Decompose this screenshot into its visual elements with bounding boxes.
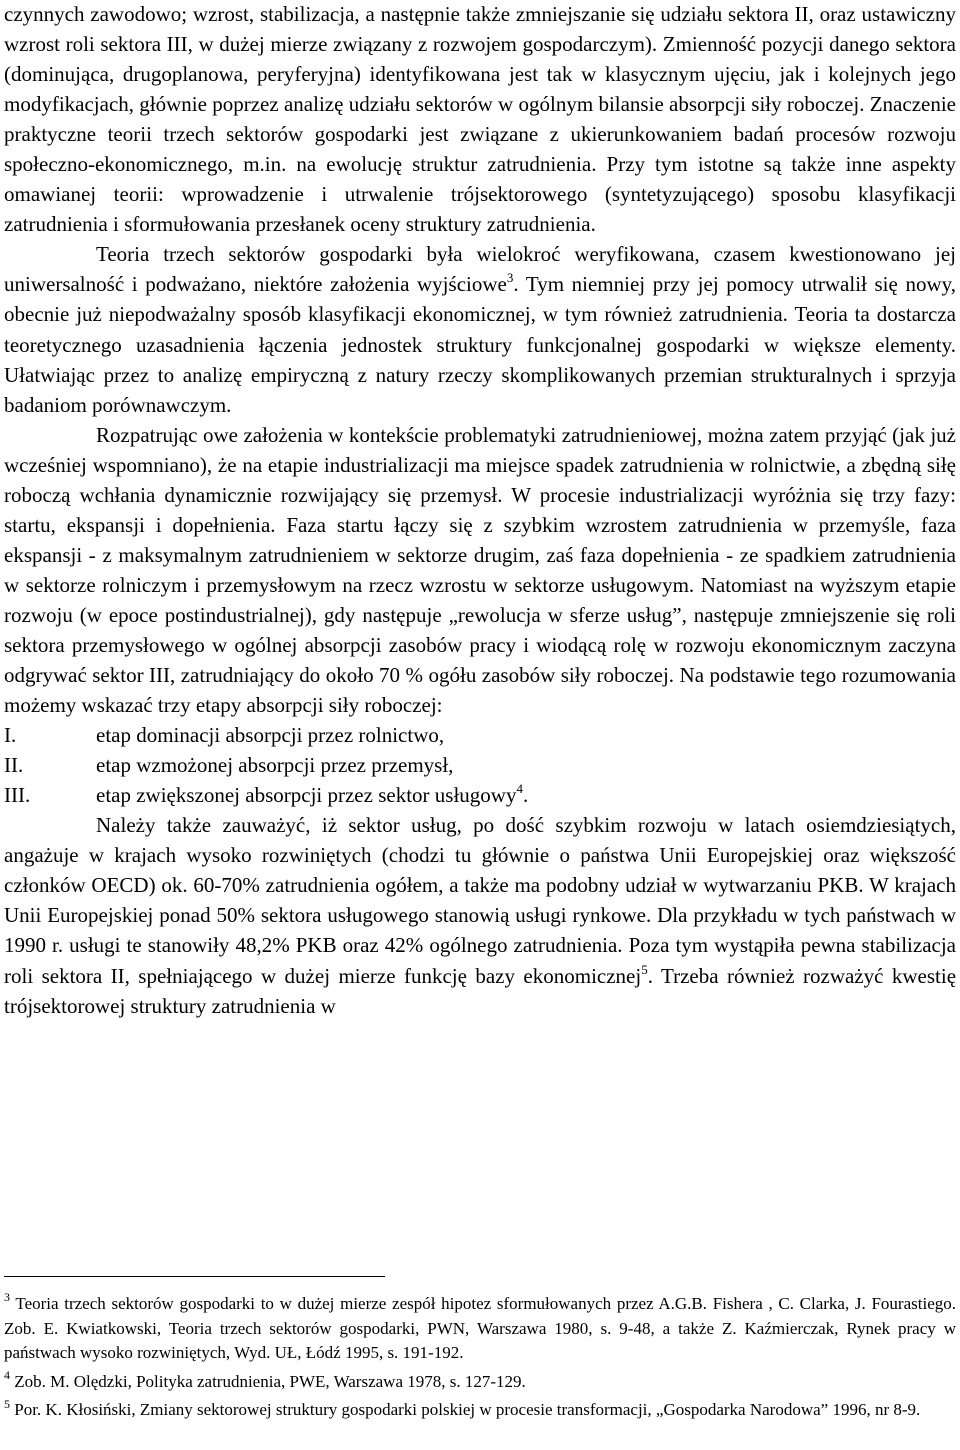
- footnote-mark: 4: [4, 1368, 10, 1383]
- list-item-text: etap dominacji absorpcji przez rolnictwo,: [96, 723, 445, 748]
- paragraph-1: [4, 0, 956, 239]
- footnote-3: [4, 1292, 956, 1366]
- footnote-text: Por. K. Kłosiński, Zmiany sektorowej struktury gospodarki polskiej w procesie transformacji, „Gospodarka Narodowa” 1996, nr 8-9.: [14, 1400, 921, 1420]
- paragraph-text: Należy także zauważyć, iż sektor usług, po dość szybkim rozwoju w latach osiemdziesiątych, angażuje w krajach wysoko rozwiniętych (chodzi tu głównie o państwa Unii Europejskiej oraz większość członków OECD) ok. 60-70% zatrudnienia ogółem, a także ma podobny udział w wytwarzaniu PKB. W krajach Unii Europejskiej ponad 50% sektora usługowego stanowią usługi rynkowe. Dla przykładu w tych państwach w 1990 r. usługi te stanowiły 48,2% PKB oraz 42% ogólnego zatrudnienia. Poza tym wystąpiła pewna stabilizacja roli sektora II, spełniającego w dużej mierze funkcję bazy ekonomicznej: [4, 813, 956, 988]
- paragraph-4: [4, 810, 956, 1020]
- footnote-reference[interactable]: 5: [641, 961, 648, 977]
- paragraph-text: czynnych zawodowo; wzrost, stabilizacja, a następnie także zmniejszanie się udziału sektora II, oraz ustawiczny wzrost roli sektora III, w dużej mierze związany z rozwojem gospodarczym). Zmienność pozycji danego sektora (dominująca, drugoplanowa, peryferyjna) identyfikowana jest tak w klasycznym ujęciu, jak i kolejnych jego modyfikacjach, głównie poprzez analizę udziału sektorów w ogólnym bilansie absorpcji siły roboczej. Znaczenie praktyczne teorii trzech sektorów gospodarki jest związane z ukierunkowaniem badań procesów rozwoju społeczno-ekonomicznego, m.in. na ewolucję struktur zatrudnienia. Przy tym istotne są także inne aspekty omawianej teorii: wprowadzenie i utrwalenie trójsektorowego (syntetyzującego) sposobu klasyfikacji zatrudnienia i sformułowania przesłanek oceny struktury zatrudnienia.: [4, 2, 956, 237]
- list-item-text: etap wzmożonej absorpcji przez przemysł,: [96, 753, 454, 778]
- footnote-text: Zob. M. Olędzki, Polityka zatrudnienia, PWE, Warszawa 1978, s. 127-129.: [14, 1371, 526, 1391]
- footnote-text: Teoria trzech sektorów gospodarki to w dużej mierze zespół hipotez sformułowanych przez A.G.B. Fishera , C. Clarka, J. Fourastiego. Zob. E. Kwiatkowski, Teoria trzech sektorów gospodarki, PWN, Warszawa 1980, s. 9-48, a także Z. Kaźmierczak, Rynek pracy w państwach wysoko rozwiniętych, Wyd. UŁ, Łódź 1995, s. 191-192.: [4, 1294, 956, 1363]
- list-item-number: III.: [4, 783, 31, 808]
- footnote-4: [4, 1370, 956, 1395]
- paragraph-text: . Tym niemniej przy jej pomocy utrwalił się nowy, obecnie już niepodważalny sposób klasyfikacji ekonomicznej, w tym również zatrudnienia. Teoria ta dostarcza teoretycznego uzasadnienia łączenia jednostek struktury funkcjonalnej gospodarki w większe elementy. Ułatwiając przez to analizę empiryczną z natury rzeczy skomplikowanych przemian strukturalnych i sprzyja badaniom porównawczym.: [4, 272, 956, 417]
- document-page: [4, 0, 956, 1021]
- footnote-reference[interactable]: 3: [506, 270, 514, 286]
- paragraph-2: [4, 239, 956, 419]
- list-item-text: [96, 780, 528, 810]
- list-item-text-main: etap zwiększonej absorpcji przez sektor usługowy: [96, 783, 517, 808]
- list-item-text-end: .: [522, 783, 529, 808]
- list-item-number: II.: [4, 753, 24, 778]
- footnote-mark: 5: [4, 1396, 10, 1411]
- paragraph-text: . Trzeba również rozważyć kwestię trójsektorowej struktury zatrudnienia w: [4, 963, 957, 1018]
- paragraph-text: Rozpatrując owe założenia w kontekście problematyki zatrudnieniowej, można zatem przyjąć (jak już wcześniej wspomniano), że na etapie industrializacji ma miejsce spadek zatrudnienia w rolnictwie, a zbędną siłę roboczą wchłania dynamicznie rozwijający się przemysł. W procesie industrializacji wyróżnia się trzy fazy: startu, ekspansji i dopełnienia. Faza startu łączy się z szybkim wzrostem zatrudnienia w przemyśle, faza ekspansji - z maksymalnym zatrudnieniem w sektorze drugim, zaś faza dopełnienia - ze spadkiem zatrudnienia w sektorze rolniczym i przemysłowym na rzecz wzrostu w sektorze usługowym. Natomiast na wyższym etapie rozwoju (w epoce postindustrialnej), gdy następuje „rewolucja w sferze usług”, następuje zmniejszenie się roli sektora przemysłowego w ogólnej absorpcji zasobów pracy i wiodącą rolę w rozwoju ekonomicznym zaczyna odgrywać sektor III, zatrudniający do około 70 % ogółu zasobów siły roboczej. Na podstawie tego rozumowania możemy wskazać trzy etapy absorpcji siły roboczej:: [4, 422, 956, 718]
- footnote-reference[interactable]: 4: [516, 781, 523, 797]
- list-item: [4, 720, 956, 750]
- paragraph-text: Teoria trzech sektorów gospodarki była wielokroć weryfikowana, czasem kwestionowano jej uniwersalność i podważano, niektóre założenia wyjściowe: [4, 242, 956, 297]
- paragraph-3: [4, 420, 956, 720]
- footnote-separator: [4, 1276, 385, 1277]
- footnote-mark: 3: [4, 1290, 10, 1305]
- footnotes-section: [4, 1292, 956, 1427]
- footnote-5: [4, 1398, 956, 1423]
- absorption-stages-list: [4, 720, 956, 810]
- list-item: [4, 780, 956, 810]
- list-item: [4, 750, 956, 780]
- list-item-number: I.: [4, 723, 17, 748]
